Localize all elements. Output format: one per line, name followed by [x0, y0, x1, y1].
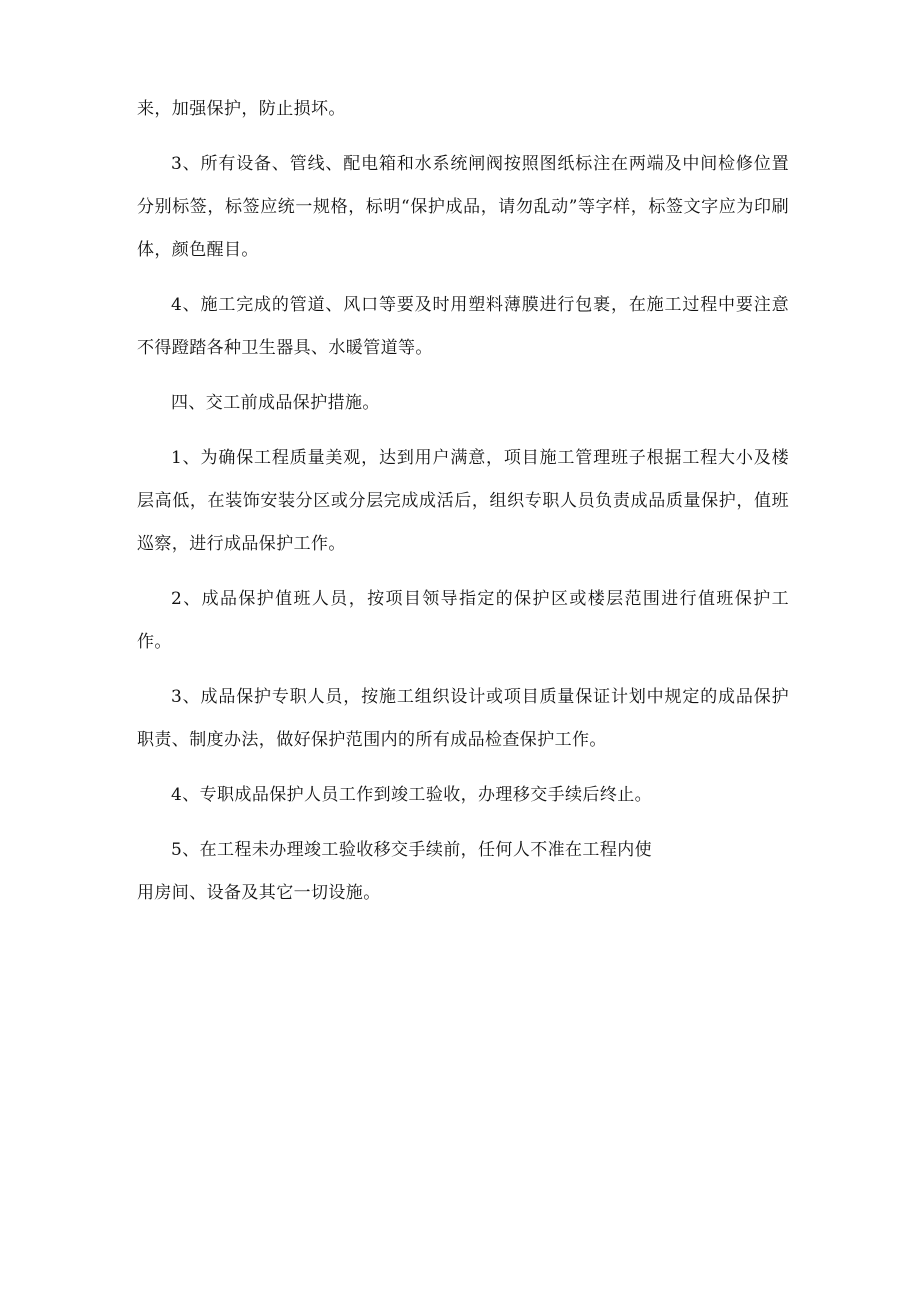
paragraph-item-3-labeling: 3、所有设备、管线、配电箱和水系统闸阀按照图纸标注在两端及中间检修位置分别标签，标签应统一规格，标明“保护成品，请勿乱动”等字样，标签文字应为印刷体，颜色醒目。	[137, 154, 789, 260]
document-body	[137, 88, 789, 927]
paragraph-item-5-restriction: 5、在工程未办理竣工验收移交手续前，任何人不准在工程内使	[171, 840, 653, 860]
paragraph-item-4-wrapping: 4、施工完成的管道、风口等要及时用塑料薄膜进行包裹，在施工过程中要注意不得蹬踏各种卫生器具、水暖管道等。	[137, 295, 789, 358]
paragraph-item-3-dedicated-staff: 3、成品保护专职人员，按施工组织设计或项目质量保证计划中规定的成品保护职责、制度办法，做好保护范围内的所有成品检查保护工作。	[137, 687, 789, 750]
section-heading-pre-handover-protection: 四、交工前成品保护措施。	[171, 393, 380, 413]
paragraph-item-5-continuation: 用房间、设备及其它一切设施。	[137, 883, 381, 903]
paragraph-item-1-quality: 1、为确保工程质量美观，达到用户满意，项目施工管理班子根据工程大小及楼层高低，在装饰安装分区或分层完成成活后，组织专职人员负责成品质量保护，值班巡察，进行成品保护工作。	[137, 448, 789, 554]
paragraph-item-2-duty-staff: 2、成品保护值班人员，按项目领导指定的保护区或楼层范围进行值班保护工作。	[137, 589, 789, 652]
paragraph-continuation: 来，加强保护，防止损坏。	[137, 99, 346, 119]
paragraph-item-4-until-acceptance: 4、专职成品保护人员工作到竣工验收，办理移交手续后终止。	[171, 785, 653, 805]
